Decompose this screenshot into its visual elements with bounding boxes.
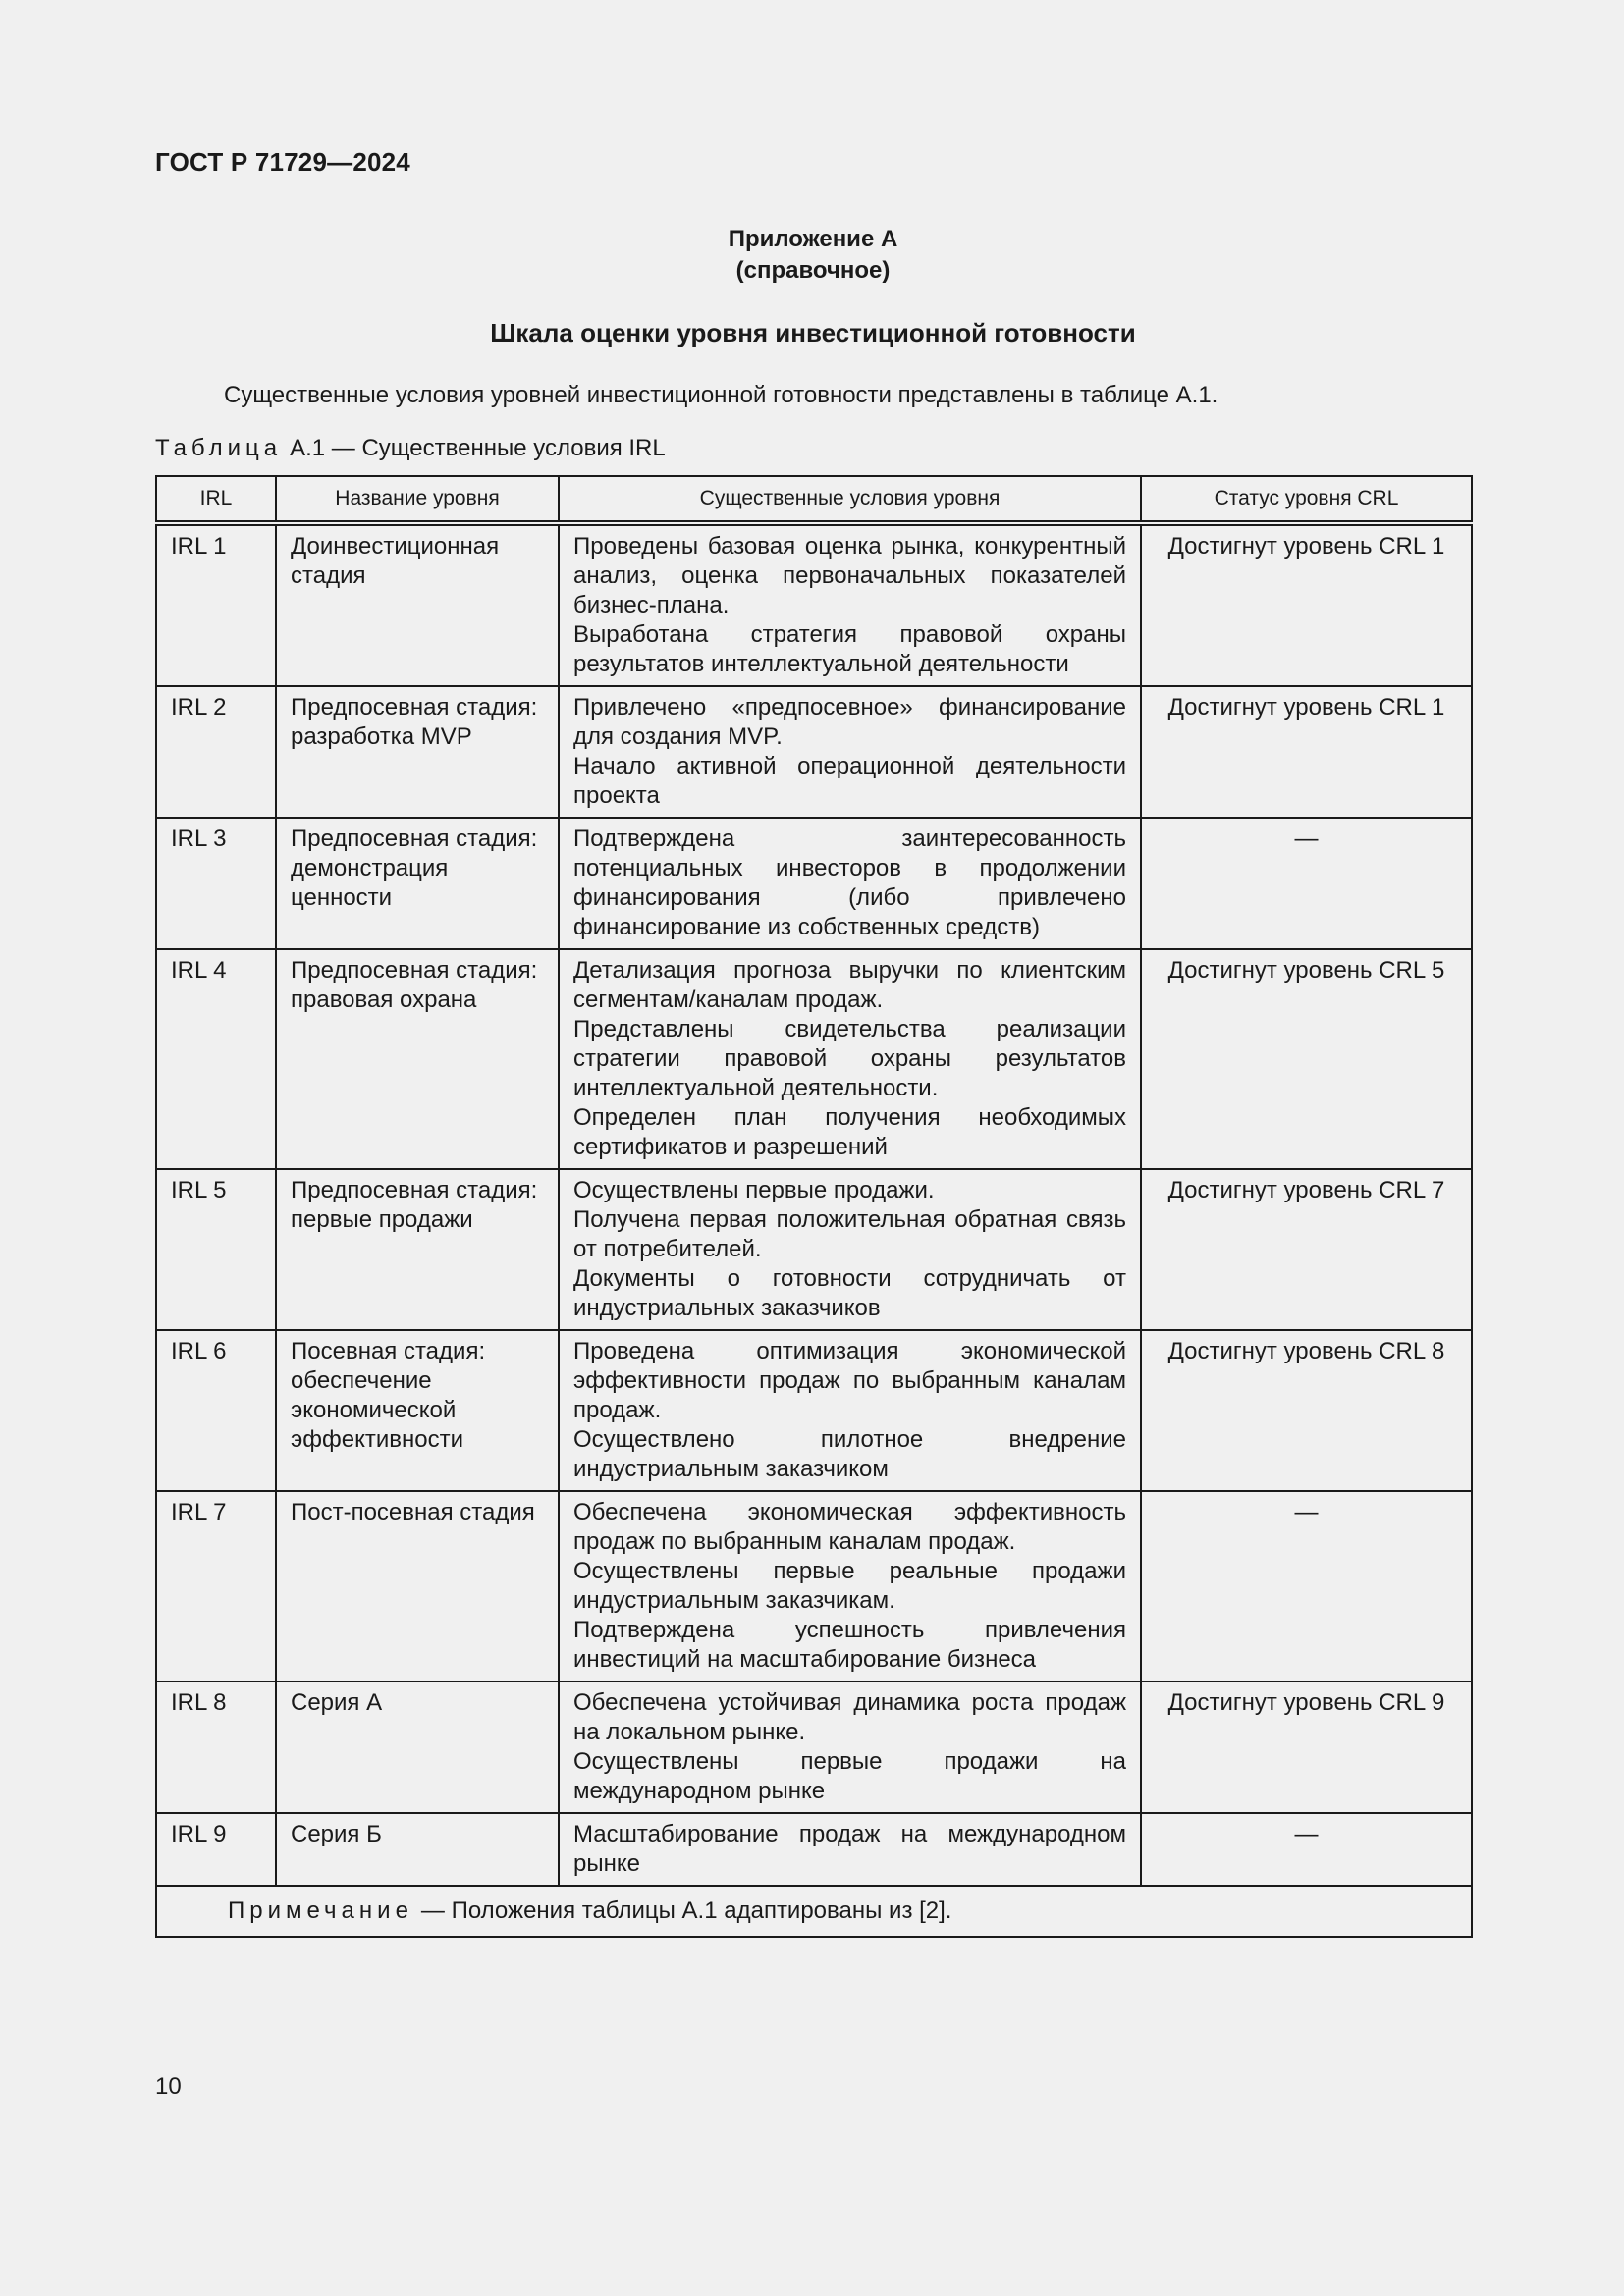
table-caption <box>155 434 666 463</box>
irl-code-cell: IRL 4 <box>156 949 276 1169</box>
crl-status-cell: Достигнут уровень CRL 1 <box>1141 686 1472 818</box>
table-caption-prefix: Таблица <box>155 435 283 461</box>
level-name-cell: Предпосевная стадия: демонстрация ценности <box>276 818 559 949</box>
table-row <box>156 818 1472 949</box>
condition-line: Определен план получения необходимых сертификатов и разрешений <box>573 1104 1126 1160</box>
condition-line: Представлены свидетельства реализации стратегии правовой охраны результатов интеллектуальной деятельности. <box>573 1016 1126 1101</box>
irl-code-cell: IRL 1 <box>156 523 276 686</box>
note-label: Примечание <box>228 1897 413 1924</box>
condition-line: Подтверждена успешность привлечения инвестиций на масштабирование бизнеса <box>573 1617 1126 1673</box>
level-name-cell: Предпосевная стадия: правовая охрана <box>276 949 559 1169</box>
irl-code-cell: IRL 6 <box>156 1330 276 1491</box>
section-title: Шкала оценки уровня инвестиционной готовности <box>490 318 1136 347</box>
column-header-conditions: Существенные условия уровня <box>559 476 1141 523</box>
page-number: 10 <box>155 2073 182 2100</box>
table-row <box>156 1491 1472 1682</box>
irl-code-cell: IRL 3 <box>156 818 276 949</box>
document-code: ГОСТ Р 71729—2024 <box>155 147 410 177</box>
level-name-cell: Доинвестиционная стадия <box>276 523 559 686</box>
column-header-name: Название уровня <box>276 476 559 523</box>
conditions-cell <box>559 1330 1141 1491</box>
table-header-row <box>156 476 1472 523</box>
crl-status-cell: — <box>1141 1813 1472 1886</box>
condition-line: Осуществлено пилотное внедрение индустриальным заказчиком <box>573 1426 1126 1482</box>
table-caption-text: А.1 — Существенные условия IRL <box>290 435 666 461</box>
condition-line: Масштабирование продаж на международном рынке <box>573 1821 1126 1877</box>
appendix-heading <box>155 224 1471 287</box>
table-row <box>156 1682 1472 1813</box>
irl-code-cell: IRL 2 <box>156 686 276 818</box>
conditions-cell <box>559 1813 1141 1886</box>
irl-code-cell: IRL 5 <box>156 1169 276 1330</box>
conditions-cell <box>559 686 1141 818</box>
table-row <box>156 523 1472 686</box>
conditions-cell <box>559 1682 1141 1813</box>
irl-code-cell: IRL 8 <box>156 1682 276 1813</box>
table-row <box>156 949 1472 1169</box>
condition-line: Получена первая положительная обратная связь от потребителей. <box>573 1206 1126 1262</box>
intro-paragraph: Существенные условия уровней инвестиционной готовности представлены в таблице А.1. <box>224 382 1218 408</box>
level-name-cell: Предпосевная стадия: разработка MVP <box>276 686 559 818</box>
conditions-cell <box>559 1169 1141 1330</box>
table-row <box>156 1169 1472 1330</box>
crl-status-cell: Достигнут уровень CRL 8 <box>1141 1330 1472 1491</box>
column-header-status: Статус уровня CRL <box>1141 476 1472 523</box>
condition-line: Детализация прогноза выручки по клиентским сегментам/каналам продаж. <box>573 957 1126 1013</box>
condition-line: Привлечено «предпосевное» финансирование для создания MVP. <box>573 694 1126 750</box>
condition-line: Обеспечена экономическая эффективность продаж по выбранным каналам продаж. <box>573 1499 1126 1555</box>
condition-line: Осуществлены первые продажи. <box>573 1177 935 1203</box>
crl-status-cell: Достигнут уровень CRL 9 <box>1141 1682 1472 1813</box>
irl-code-cell: IRL 7 <box>156 1491 276 1682</box>
table-note <box>156 1886 1472 1937</box>
condition-line: Проведены базовая оценка рынка, конкурентный анализ, оценка первоначальных показателей бизнес-плана. <box>573 533 1126 618</box>
appendix-title: Приложение А <box>728 226 898 252</box>
table-row <box>156 1813 1472 1886</box>
level-name-cell: Серия Б <box>276 1813 559 1886</box>
conditions-cell <box>559 949 1141 1169</box>
condition-line: Начало активной операционной деятельности проекта <box>573 753 1126 809</box>
table-note-row <box>156 1886 1472 1937</box>
level-name-cell: Пост-посевная стадия <box>276 1491 559 1682</box>
irl-table <box>155 475 1473 1938</box>
level-name-cell: Посевная стадия: обеспечение экономической эффективности <box>276 1330 559 1491</box>
level-name-cell: Предпосевная стадия: первые продажи <box>276 1169 559 1330</box>
condition-line: Обеспечена устойчивая динамика роста продаж на локальном рынке. <box>573 1689 1126 1745</box>
conditions-cell <box>559 1491 1141 1682</box>
conditions-cell <box>559 818 1141 949</box>
crl-status-cell: Достигнут уровень CRL 5 <box>1141 949 1472 1169</box>
condition-line: Проведена оптимизация экономической эффективности продаж по выбранным каналам продаж. <box>573 1338 1126 1423</box>
condition-line: Осуществлены первые реальные продажи индустриальным заказчикам. <box>573 1558 1126 1614</box>
crl-status-cell: — <box>1141 818 1472 949</box>
condition-line: Осуществлены первые продажи на международном рынке <box>573 1748 1126 1804</box>
level-name-cell: Серия А <box>276 1682 559 1813</box>
note-text: — Положения таблицы А.1 адаптированы из [2]. <box>420 1897 952 1924</box>
conditions-cell <box>559 523 1141 686</box>
table-row <box>156 1330 1472 1491</box>
column-header-irl: IRL <box>156 476 276 523</box>
condition-line: Документы о готовности сотрудничать от индустриальных заказчиков <box>573 1265 1126 1321</box>
crl-status-cell: — <box>1141 1491 1472 1682</box>
table-row <box>156 686 1472 818</box>
crl-status-cell: Достигнут уровень CRL 1 <box>1141 523 1472 686</box>
appendix-subtitle: (справочное) <box>735 257 891 284</box>
condition-line: Выработана стратегия правовой охраны результатов интеллектуальной деятельности <box>573 621 1126 677</box>
condition-line: Подтверждена заинтересованность потенциальных инвесторов в продолжении финансирования (либо привлечено финансирование из собственных средств) <box>573 826 1126 940</box>
irl-code-cell: IRL 9 <box>156 1813 276 1886</box>
crl-status-cell: Достигнут уровень CRL 7 <box>1141 1169 1472 1330</box>
